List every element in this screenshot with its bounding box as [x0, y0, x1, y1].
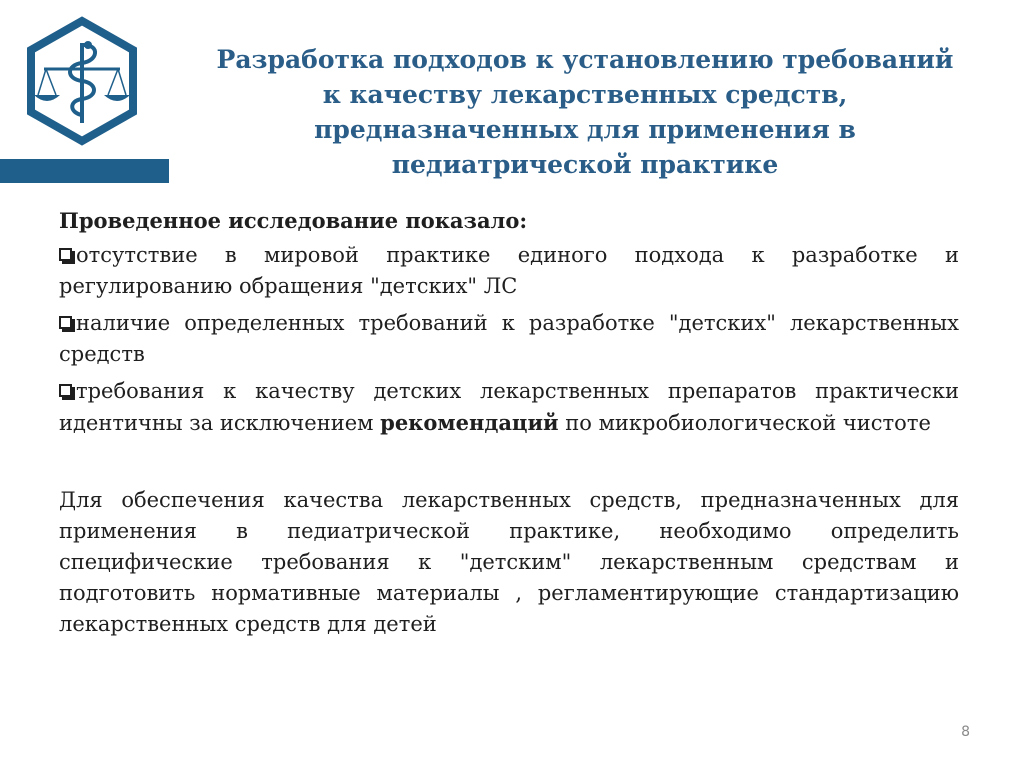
caduceus-scales-icon [22, 15, 142, 147]
checkbox-bullet-icon [59, 384, 72, 397]
bullet-text-emphasis: рекомендаций [380, 410, 559, 435]
checkbox-bullet-icon [59, 248, 72, 261]
bullet-item [59, 308, 959, 370]
slide-body [59, 205, 959, 661]
page-number: 8 [961, 724, 970, 740]
slide-title [180, 42, 990, 182]
title-line: Разработка подходов к установлению требований [216, 45, 954, 74]
bullet-item [59, 376, 959, 439]
title-line: педиатрической практике [391, 150, 779, 179]
bullet-text: отсутствие в мировой практике единого подхода к разработке и регулированию обращения "детских" ЛС [59, 243, 959, 298]
checkbox-bullet-icon [59, 316, 72, 329]
bullet-text: по микробиологической чистоте [558, 411, 931, 435]
organization-logo [22, 15, 142, 147]
title-line: предназначенных для применения в [314, 115, 856, 144]
bullet-item [59, 240, 959, 302]
header-accent-bar [0, 159, 169, 183]
title-line: к качеству лекарственных средств, [322, 80, 848, 109]
bullet-text: требования к качеству детских лекарственных препаратов практически идентичны за исключением [59, 379, 959, 435]
bullet-text: наличие определенных требований к разработке "детских" лекарственных средств [59, 311, 959, 366]
conclusion-paragraph: Для обеспечения качества лекарственных средств, предназначенных для применения в педиатрической практике, необходимо определить специфические требования к "детским" лекарственным средствам и подготовить нормативные материалы , регламентирующие стандартизацию лекарственных средств для детей [59, 488, 959, 636]
lead-heading: Проведенное исследование показало: [59, 208, 528, 233]
